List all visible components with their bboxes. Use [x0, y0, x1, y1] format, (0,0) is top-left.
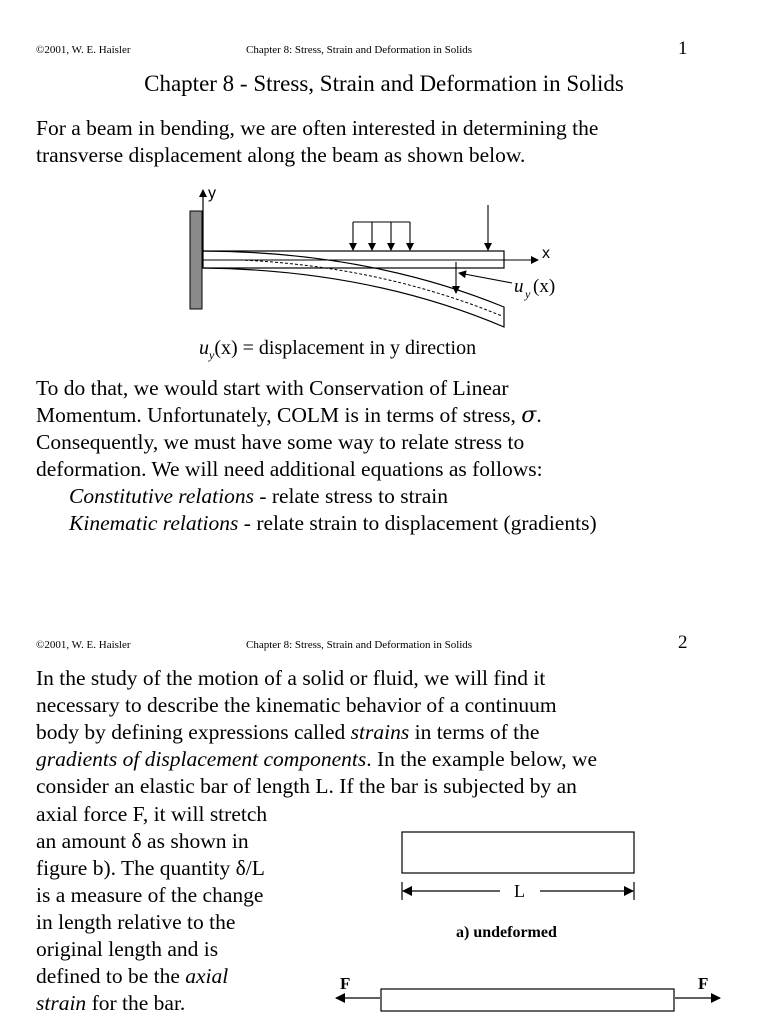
page2-page-number: 2	[678, 632, 688, 653]
page2-header-chapter: Chapter 8: Stress, Strain and Deformation in Solids	[246, 639, 473, 651]
caption-undeformed: a) undeformed	[456, 924, 557, 941]
kinematic-relations-line: Kinematic relations - relate strain to displacement (gradients)	[69, 511, 597, 535]
displacement-label-sub: y	[525, 287, 531, 301]
p2-line: gradients of displacement components. In the example below, we	[36, 747, 598, 771]
body-line: Momentum. Unfortunately, COLM is in terms of stress, σ.	[36, 403, 542, 428]
body-line: deformation. We will need additional equations as follows:	[36, 457, 543, 481]
page1-header-author: ©2001, W. E. Haisler	[36, 44, 131, 56]
displacement-label-arg: (x)	[533, 276, 556, 297]
force-label-right: F	[698, 974, 709, 993]
force-label-left: F	[340, 974, 351, 993]
page1-title: Chapter 8 - Stress, Strain and Deformation in Solids	[144, 71, 624, 96]
body-line: Consequently, we must have some way to relate stress to	[36, 430, 525, 454]
col-line: axial force F, it will stretch	[36, 802, 268, 826]
length-label: L	[514, 881, 525, 901]
constitutive-relations-line: Constitutive relations - relate stress to strain	[69, 484, 448, 508]
caption-u: u	[199, 337, 209, 359]
col-line: defined to be the axial	[36, 964, 229, 988]
sigma-symbol: σ	[521, 403, 537, 428]
axial-bar-figure	[0, 800, 768, 1024]
p2-line: necessary to describe the kinematic behavior of a continuum	[36, 693, 557, 717]
col-line: in length relative to the	[36, 910, 236, 934]
x-axis-label: x	[542, 245, 550, 262]
body-line: To do that, we would start with Conservation of Linear	[36, 376, 509, 400]
displacement-leader	[459, 273, 512, 283]
figure1-caption	[199, 337, 476, 363]
col-line: an amount δ as shown in	[36, 829, 249, 853]
beam-bending-figure	[0, 0, 768, 340]
fixed-wall	[190, 211, 202, 309]
p2-line: body by defining expressions called strains in terms of the	[36, 720, 540, 744]
intro-line: transverse displacement along the beam as shown below.	[36, 143, 526, 167]
page2-header-author: ©2001, W. E. Haisler	[36, 639, 131, 651]
col-line: strain for the bar.	[36, 991, 186, 1015]
undeformed-bar	[402, 832, 634, 873]
col-line: original length and is	[36, 937, 219, 961]
page1-page-number: 1	[678, 38, 688, 59]
loaded-bar	[381, 989, 674, 1011]
caption-rest: (x) = displacement in y direction	[214, 337, 477, 359]
col-line: is a measure of the change	[36, 883, 264, 907]
caption-sub: y	[209, 348, 215, 362]
page1-body	[36, 375, 597, 537]
page1-header-chapter: Chapter 8: Stress, Strain and Deformation in Solids	[246, 44, 473, 56]
page2-intro	[36, 665, 597, 800]
p2-line: In the study of the motion of a solid or fluid, we will find it	[36, 666, 546, 690]
displacement-label-u: u	[514, 276, 524, 297]
p2-line: consider an elastic bar of length L. If the bar is subjected by an	[36, 774, 577, 798]
col-line: figure b). The quantity δ/L	[36, 856, 265, 880]
y-axis-label: y	[208, 185, 216, 202]
deflected-beam	[203, 251, 504, 327]
intro-line: For a beam in bending, we are often interested in determining the	[36, 116, 599, 140]
